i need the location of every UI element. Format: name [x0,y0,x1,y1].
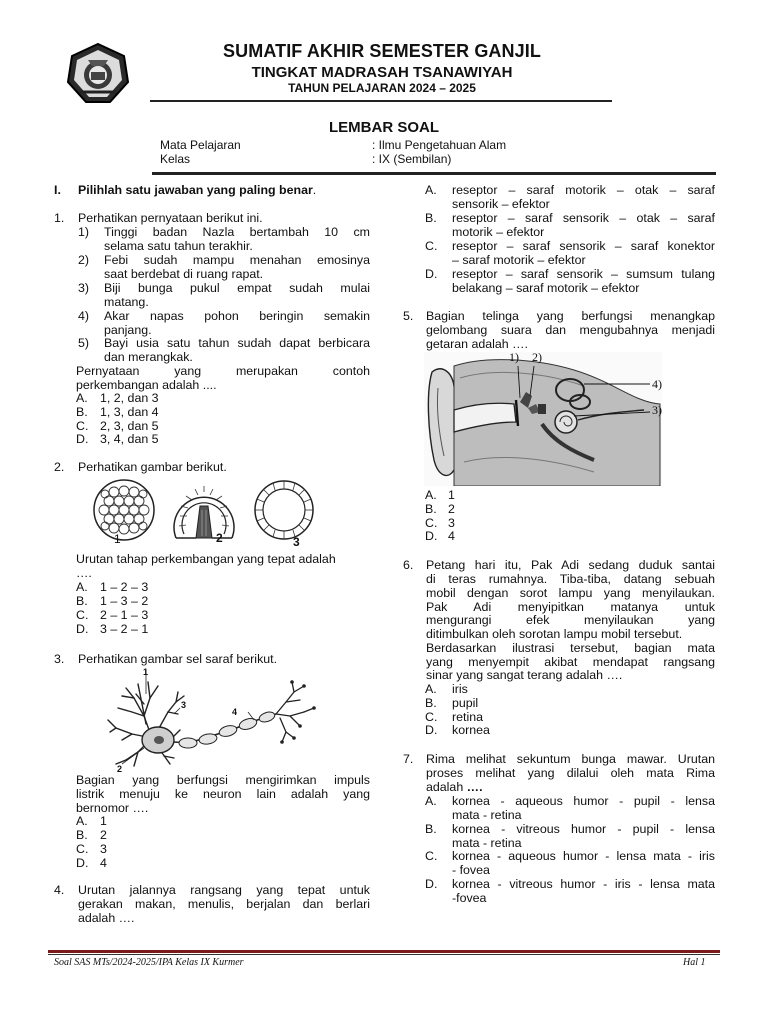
option-a[interactable]: A. [76,814,88,828]
question-stem: Petang hari itu, Pak Adi sedang duduk santai [426,558,715,572]
option-b-text: 2 [100,828,107,842]
option-a-text: iris [452,682,468,696]
question-stem: yang menyempit akibat mendapat rangsang [426,655,715,669]
question-stem: Perhatikan gambar sel saraf berikut. [78,652,278,666]
option-c[interactable]: C. [425,710,438,724]
option-a-text: 1 [448,488,455,502]
question-stem: Rima melihat sekuntum bunga mawar. Urutan [426,752,715,766]
figure-label: 3) [652,403,662,417]
figure-label: 3 [293,535,300,549]
exam-level: TINGKAT MADRASAH TSANAWIYAH [251,64,513,81]
question-followup: perkembangan adalah .... [76,378,217,392]
item-number: 1) [78,225,90,239]
question-stem: Bagian telinga yang berfungsi menangkap [426,309,715,323]
option-a-text: sensorik – efektor [452,197,550,211]
option-b-text: kornea - vitreous humor - pupil - lensa [452,822,715,836]
item-text: saat berdebat di ruang rapat. [104,267,264,281]
figure-label: 2 [117,764,123,774]
option-d[interactable]: D. [76,622,89,636]
option-a-text: 1, 2, dan 3 [100,391,159,405]
item-number: 3) [78,281,90,295]
question-stem: Urutan jalannya rangsang yang tepat untuk [78,883,370,897]
question-followup: Urutan tahap perkembangan yang tepat adalah [76,552,336,566]
option-b[interactable]: B. [425,211,437,225]
option-c[interactable]: C. [425,516,438,530]
option-c-text: - fovea [452,863,490,877]
option-d[interactable]: D. [76,856,89,870]
option-b[interactable]: B. [425,502,437,516]
question-number: 6. [403,558,414,572]
question-followup: Pernyataan yang merupakan contoh [76,364,370,378]
option-b-text: 1, 3, dan 4 [100,405,159,419]
option-d-text: belakang – saraf motorik – efektor [452,281,640,295]
option-d[interactable]: D. [425,723,438,737]
question-stem: getaran adalah …. [426,337,528,351]
question-number: 7. [403,752,414,766]
figure-label: 4) [652,377,662,391]
blastula-diagram [255,481,313,539]
option-c-text: 2, 3, dan 5 [100,419,159,433]
option-c-text: reseptor – saraf sensorik – saraf konektor [452,239,715,253]
option-a[interactable]: A. [425,794,437,808]
question-stem: gelombang suara dan mengubahnya menjadi [426,323,715,337]
question-number: 1. [54,211,65,225]
item-number: 2) [78,253,90,267]
question-followup: Bagian yang berfungsi mengirimkan impuls [76,773,370,787]
question-stem: di teras rumahnya. Tiba-tiba, datang sebuah [426,572,715,586]
footer-doc-code: Soal SAS MTs/2024-2025/IPA Kelas IX Kurmer [54,957,244,968]
question-stem: mobil dengan sorot lampu yang menyilaukan. [426,586,715,600]
question-stem: sinar yang sangat terang adalah …. [426,668,623,682]
option-c[interactable]: C. [425,239,438,253]
option-a[interactable]: A. [425,183,437,197]
academic-year: TAHUN PELAJARAN 2024 – 2025 [288,81,476,95]
option-b[interactable]: B. [425,822,437,836]
option-d-text: 3 – 2 – 1 [100,622,149,636]
item-text: Febi sudah mampu menahan emosinya [104,253,370,267]
question-stem: Perhatikan pernyataan berikut ini. [78,211,263,225]
item-text: dan merangkak. [104,350,193,364]
item-text: Akar napas pohon beringin semakin [104,309,370,323]
option-c-text: 3 [100,842,107,856]
option-a[interactable]: A. [425,488,437,502]
option-d[interactable]: D. [425,877,438,891]
option-d-text: 4 [448,529,455,543]
item-text: matang. [104,295,149,309]
gastrula-diagram [174,486,234,538]
option-a[interactable]: A. [76,580,88,594]
option-c[interactable]: C. [425,849,438,863]
question-followup: …. [76,566,92,580]
question-stem: adalah …. [426,780,483,794]
question-number: 2. [54,460,65,474]
figure-label: 2) [532,350,542,364]
option-c-text: retina [452,710,483,724]
option-d-text: -fovea [452,891,487,905]
item-text: panjang. [104,323,152,337]
option-d-text: reseptor – saraf sensorik – sumsum tulang [452,267,715,281]
figure-label: 3 [181,700,187,710]
question-followup: bernomor …. [76,801,149,815]
ear-anatomy-figure [424,352,666,486]
school-logo [66,42,130,106]
option-b-text: motorik – efektor [452,225,545,239]
option-c-text: 2 – 1 – 3 [100,608,149,622]
item-text: Biji bunga pukul empat sudah mulai [104,281,370,295]
option-b-text: 1 – 3 – 2 [100,594,149,608]
subject-label: Mata Pelajaran [160,138,241,152]
option-b-text: 2 [448,502,455,516]
option-b[interactable]: B. [76,828,88,842]
question-number: 3. [54,652,65,666]
sheet-title: LEMBAR SOAL [329,119,439,136]
page-number: Hal 1 [683,957,706,968]
option-a[interactable]: A. [76,391,88,405]
option-d[interactable]: D. [76,432,89,446]
header-divider [150,100,612,102]
question-stem: Perhatikan gambar berikut. [78,460,227,474]
option-c[interactable]: C. [76,419,89,433]
section-instruction: Pilihlah satu jawaban yang paling benar. [78,183,317,197]
question-number: 5. [403,309,414,323]
option-c-text: kornea - aqueous humor - lensa mata - iris [452,849,715,863]
option-b[interactable]: B. [425,696,437,710]
neuron-figure [104,668,326,772]
option-d-text: kornea - vitreous humor - iris - lensa mata [452,877,715,891]
figure-label: 1 [143,667,149,677]
option-c[interactable]: C. [76,842,89,856]
option-b[interactable]: B. [76,594,88,608]
option-c-text: – saraf motorik – efektor [452,253,586,267]
question-number: 4. [54,883,65,897]
question-stem: mengurangi efek menyilaukan yang [426,613,715,627]
sheet-divider [152,172,716,175]
option-b[interactable]: B. [76,405,88,419]
footer-divider-thin [48,954,720,955]
figure-label: 4 [232,707,238,717]
footer-divider [48,950,720,953]
option-c-text: 3 [448,516,455,530]
item-text: Bayi usia satu tahun sudah dapat berbicara [104,336,370,350]
option-a-text: kornea - aqueous humor - pupil - lensa [452,794,715,808]
question-stem: gerakan makan, menulis, berjalan dan berlari [78,897,370,911]
option-a[interactable]: A. [425,682,437,696]
question-stem: Berdasarkan ilustrasi tersebut, bagian mata [426,641,715,655]
question-stem: ditimbulkan oleh sorotan lampu mobil tersebut. [426,627,683,641]
option-d-text: kornea [452,723,490,737]
option-b-text: pupil [452,696,479,710]
item-text: Tinggi badan Nazla bertambah 10 cm [104,225,370,239]
item-number: 4) [78,309,90,323]
option-a-text: 1 [100,814,107,828]
figure-label: 1) [509,350,519,364]
option-a-text: reseptor – saraf motorik – otak – saraf [452,183,715,197]
question-stem: proses melihat yang dilalui oleh mata Rima [426,766,715,780]
option-b-text: reseptor – saraf sensorik – otak – saraf [452,211,715,225]
question-stem: Pak Adi menyipitkan matanya untuk [426,600,715,614]
option-d-text: 4 [100,856,107,870]
item-number: 5) [78,336,90,350]
option-a-text: 1 – 2 – 3 [100,580,149,594]
embryo-development-figure [92,478,314,550]
question-stem: adalah …. [78,911,135,925]
section-number: I. [54,183,61,197]
option-c[interactable]: C. [76,608,89,622]
question-followup: listrik menuju ke neuron lain adalah yang [76,787,370,801]
morula-diagram [94,480,154,540]
option-b-text: mata - retina [452,836,522,850]
option-d[interactable]: D. [425,267,438,281]
option-d-text: 3, 4, dan 5 [100,432,159,446]
option-d[interactable]: D. [425,529,438,543]
exam-title: SUMATIF AKHIR SEMESTER GANJIL [223,41,541,61]
class-label: Kelas [160,152,191,166]
subject-value: : Ilmu Pengetahuan Alam [372,138,507,152]
option-a-text: mata - retina [452,808,522,822]
figure-label: 2 [216,531,223,545]
figure-label: 1 [114,532,121,546]
class-value: : IX (Sembilan) [372,152,452,166]
item-text: selama satu tahun terakhir. [104,239,253,253]
